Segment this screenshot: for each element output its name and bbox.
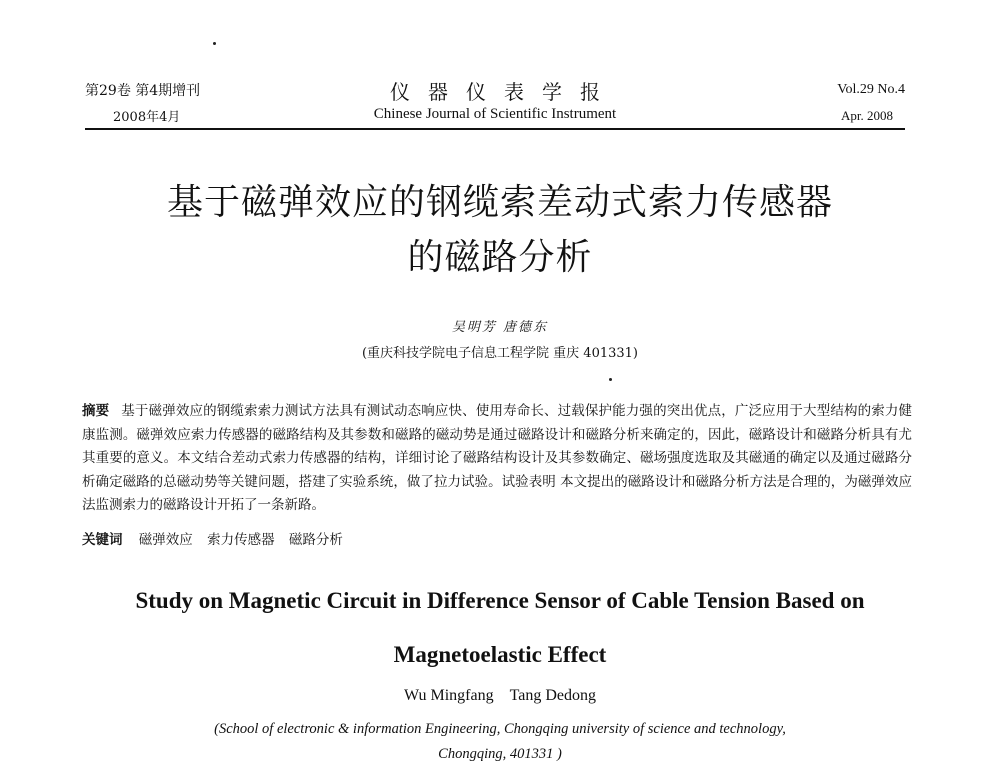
keyword-item: 磁路分析 — [288, 532, 343, 548]
volume-issue-en: Vol.29 No.4 — [837, 82, 905, 97]
issue-date-en: Apr. 2008 — [841, 108, 893, 123]
keyword-item: 索力传感器 — [207, 532, 275, 548]
journal-name-cn: 仪器仪表学报 — [390, 80, 618, 104]
affiliation-cn: (重庆科技学院电子信息工程学院 重庆 401331) — [361, 346, 639, 361]
keyword-item: 磁弹效应 — [138, 532, 193, 548]
volume-issue: 第29卷 第4期增刊 — [85, 83, 201, 99]
author-en: Tang Dedong — [509, 687, 596, 704]
journal-name-en: Chinese Journal of Scientific Instrument — [373, 106, 617, 122]
keywords-cn — [82, 528, 912, 548]
author-en: Wu Mingfang — [404, 687, 494, 704]
keywords-label: 关键词 — [82, 532, 123, 548]
title-en-line1: Study on Magnetic Circuit in Difference Sensor of Cable Tension Based on — [135, 588, 865, 613]
paper-title-cn — [0, 175, 1000, 285]
paper-title-en — [0, 574, 1000, 682]
issue-date-cn: 2008年4月 — [113, 110, 181, 125]
title-en-line2: Magnetoelastic Effect — [393, 642, 607, 667]
affiliation-en-line1: (School of electronic & information Engineering, Chongqing university of science and technology, — [214, 721, 786, 737]
abstract-label: 摘要 — [82, 403, 110, 419]
abstract-text: 基于磁弹效应的钢缆索索力测试方法具有测试动态响应快、使用寿命长、过载保护能力强的突出优点，广泛应用于大型结构的索力健康监测。磁弹效应索力传感器的磁路结构及其参数和磁路的磁动势是通过磁路设计和磁路分析来确定的，因此，磁路设计和磁路分析具有尤其重要的意义。本文结合差动式索力传感器的结构，详细讨论了磁路结构设计及其参数确定、磁场强度选取及其磁通的确定以及通过磁路分析确定磁路的总磁动势等关键问题，搭建了实验系统，做了拉力试验。试验表明 本文提出的磁路设计和磁路分析方法是合理的，为磁弹效应法监测索力的磁路设计开拓了一条新路。 — [82, 403, 913, 513]
title-cn-line1: 基于磁弹效应的钢缆索差动式索力传感器 — [166, 182, 833, 223]
affiliation-en-line2: Chongqing, 401331 ) — [438, 746, 562, 762]
authors-en — [0, 687, 1000, 705]
scan-speck — [213, 42, 216, 45]
abstract-cn — [82, 400, 912, 518]
header-rule — [85, 128, 905, 130]
title-cn-line2: 的磁路分析 — [407, 237, 593, 278]
journal-header — [85, 78, 905, 128]
scan-speck — [609, 378, 612, 381]
authors-cn: 吴明芳 唐德东 — [451, 320, 549, 335]
